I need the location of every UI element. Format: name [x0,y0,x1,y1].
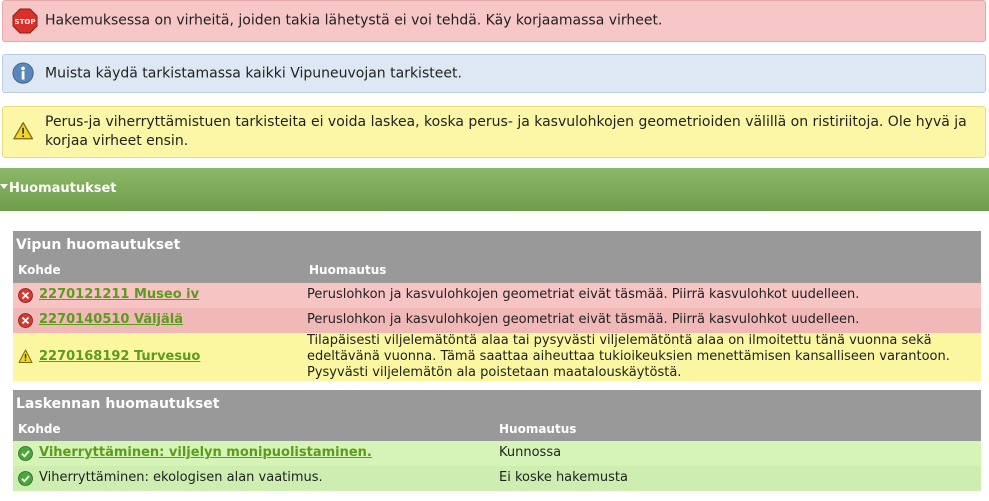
error-icon [18,313,33,328]
huomautus-text: Peruslohkon ja kasvulohkojen geometriat eivät täsmää. Piirrä kasvulohkot uudelleen. [307,312,860,327]
col-huomautus: Huomautus [499,422,577,436]
laskenta-table-header [13,390,981,441]
kohde-link[interactable]: 2270140510 Väljälä [39,312,184,327]
check-icon [18,471,33,486]
expand-arrow-icon [0,184,8,189]
huomautus-text: Peruslohkon ja kasvulohkojen geometriat eivät täsmää. Piirrä kasvulohkot uudelleen. [307,287,860,302]
warning-icon [18,349,33,364]
table-row [13,308,981,333]
info-icon [12,62,36,86]
vipun-table-header [13,231,981,283]
kohde-link[interactable]: 2270121211 Museo iv [39,287,200,302]
table-row [13,466,981,491]
stop-icon [12,8,38,34]
huomautus-text: Ei koske hakemusta [499,470,628,485]
kohde-link[interactable]: 2270168192 Turvesuo [39,349,201,364]
table-row [13,283,981,308]
kohde-link[interactable]: Viherryttäminen: viljelyn monipuolistaminen. [39,445,372,460]
warning-message-text: Perus-ja viherryttämistuen tarkisteita ei voida laskea, koska perus- ja kasvulohkojen geometrioiden välillä on ristiriitoja. Ole hyvä ja korjaa virheet ensin. [45,114,967,149]
laskenta-table [13,390,981,491]
huomautukset-section-header[interactable] [0,168,989,211]
col-kohde: Kohde [18,422,61,436]
svg-text:STOP: STOP [14,18,36,26]
vipun-table-title: Vipun huomautukset [16,237,181,253]
table-row [13,441,981,466]
section-title: Huomautukset [9,181,117,196]
info-message [2,54,986,93]
vipun-table [13,231,981,381]
table-row [13,333,981,381]
check-icon [18,446,33,461]
warning-icon [12,121,36,143]
huomautus-text: Kunnossa [499,445,562,460]
laskenta-table-title: Laskennan huomautukset [16,396,220,412]
col-kohde: Kohde [18,263,61,277]
huomautus-text: Tilapäisesti viljelemätöntä alaa tai pysyvästi viljelemätöntä alaa on ilmoitettu tänä vuonna sekä edeltävänä vuonna. Tämä saattaa aiheuttaa tukioikeuksien menettämisen kansalliseen varantoon. Pysyvästi viljelemätön ala poistetaan maatalouskäytöstä. [307,333,950,380]
col-huomautus: Huomautus [309,263,387,277]
info-message-text: Muista käydä tarkistamassa kaikki Vipuneuvojan tarkisteet. [45,65,462,81]
warning-message [2,106,986,158]
kohde-text: Viherryttäminen: ekologisen alan vaatimus. [39,470,323,485]
error-message [2,0,986,42]
error-message-text: Hakemuksessa on virheitä, joiden takia lähetystä ei voi tehdä. Käy korjaamassa virheet. [45,12,663,29]
error-icon [18,288,33,303]
